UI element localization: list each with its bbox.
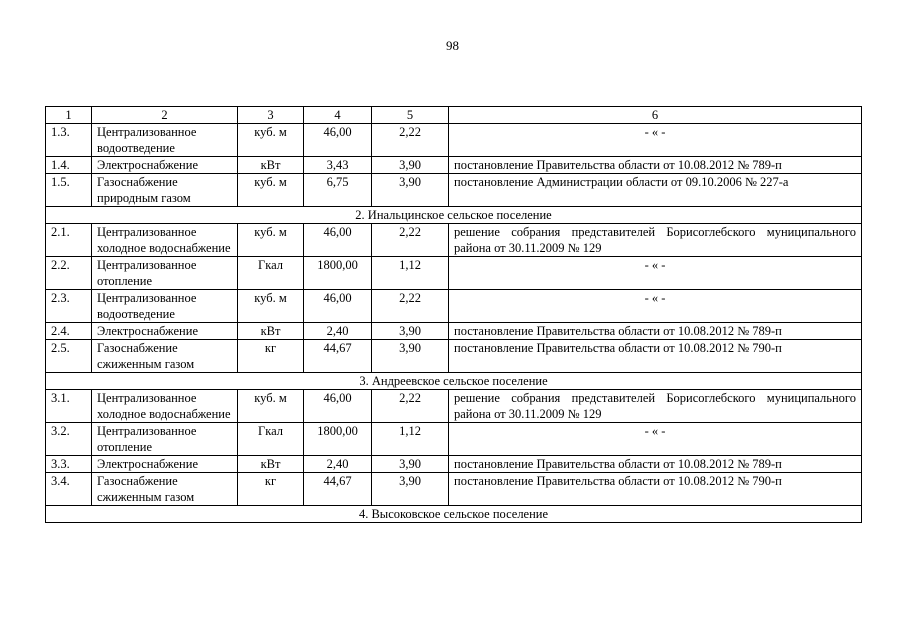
col-header-4: 4: [304, 107, 372, 124]
row-number-cell: 3.4.: [46, 473, 92, 506]
col-header-6: 6: [449, 107, 862, 124]
volume-cell: 1800,00: [304, 257, 372, 290]
volume-cell: 44,67: [304, 473, 372, 506]
tariff-table: [45, 106, 862, 523]
tariff-cell: 1,12: [372, 423, 449, 456]
service-cell: Централизованное водоотведение: [92, 290, 238, 323]
unit-cell: кг: [238, 340, 304, 373]
tariff-cell: 3,90: [372, 323, 449, 340]
tariff-cell: 3,90: [372, 157, 449, 174]
table-row: [46, 323, 862, 340]
table-row: [46, 473, 862, 506]
col-header-3: 3: [238, 107, 304, 124]
section-title: 4. Высоковское сельское поселение: [46, 506, 862, 523]
unit-cell: куб. м: [238, 174, 304, 207]
row-number-cell: 3.2.: [46, 423, 92, 456]
service-cell: Электроснабжение: [92, 456, 238, 473]
table-row: [46, 456, 862, 473]
row-number-cell: 2.2.: [46, 257, 92, 290]
section-header-row: [46, 207, 862, 224]
unit-cell: куб. м: [238, 124, 304, 157]
table-body: [46, 124, 862, 523]
row-number-cell: 3.1.: [46, 390, 92, 423]
volume-cell: 46,00: [304, 290, 372, 323]
unit-cell: Гкал: [238, 257, 304, 290]
table-row: [46, 257, 862, 290]
volume-cell: 2,40: [304, 456, 372, 473]
table-row: [46, 290, 862, 323]
legal-basis-cell: решение собрания представителей Борисоглебского муниципального района от 30.11.2009 № 129: [449, 390, 862, 423]
section-title: 3. Андреевское сельское поселение: [46, 373, 862, 390]
tariff-cell: 3,90: [372, 174, 449, 207]
service-cell: Централизованное водоотведение: [92, 124, 238, 157]
row-number-cell: 2.3.: [46, 290, 92, 323]
unit-cell: куб. м: [238, 224, 304, 257]
page-number: 98: [446, 38, 459, 53]
row-number-cell: 2.4.: [46, 323, 92, 340]
legal-basis-cell: постановление Правительства области от 10.08.2012 № 790-п: [449, 473, 862, 506]
service-cell: Газоснабжение природным газом: [92, 174, 238, 207]
volume-cell: 1800,00: [304, 423, 372, 456]
service-cell: Централизованное холодное водоснабжение: [92, 390, 238, 423]
section-title: 2. Инальцинское сельское поселение: [46, 207, 862, 224]
unit-cell: кг: [238, 473, 304, 506]
legal-basis-cell: постановление Правительства области от 10.08.2012 № 789-п: [449, 323, 862, 340]
row-number-cell: 1.4.: [46, 157, 92, 174]
table-row: [46, 224, 862, 257]
row-number-cell: 2.1.: [46, 224, 92, 257]
col-header-2: 2: [92, 107, 238, 124]
table-row: [46, 340, 862, 373]
volume-cell: 6,75: [304, 174, 372, 207]
section-header-row: [46, 373, 862, 390]
col-header-5: 5: [372, 107, 449, 124]
service-cell: Газоснабжение сжиженным газом: [92, 340, 238, 373]
legal-basis-cell: - « -: [449, 290, 862, 323]
service-cell: Газоснабжение сжиженным газом: [92, 473, 238, 506]
service-cell: Централизованное холодное водоснабжение: [92, 224, 238, 257]
tariff-cell: 2,22: [372, 390, 449, 423]
tariff-cell: 2,22: [372, 124, 449, 157]
legal-basis-cell: постановление Администрации области от 09.10.2006 № 227-а: [449, 174, 862, 207]
legal-basis-cell: постановление Правительства области от 10.08.2012 № 790-п: [449, 340, 862, 373]
unit-cell: кВт: [238, 323, 304, 340]
tariff-cell: 2,22: [372, 224, 449, 257]
legal-basis-cell: решение собрания представителей Борисоглебского муниципального района от 30.11.2009 № 129: [449, 224, 862, 257]
section-header-row: [46, 506, 862, 523]
unit-cell: куб. м: [238, 290, 304, 323]
row-number-cell: 3.3.: [46, 456, 92, 473]
tariff-cell: 1,12: [372, 257, 449, 290]
tariff-cell: 2,22: [372, 290, 449, 323]
service-cell: Централизованное отопление: [92, 423, 238, 456]
legal-basis-cell: - « -: [449, 124, 862, 157]
table-row: [46, 174, 862, 207]
volume-cell: 46,00: [304, 124, 372, 157]
volume-cell: 2,40: [304, 323, 372, 340]
tariff-cell: 3,90: [372, 456, 449, 473]
unit-cell: кВт: [238, 157, 304, 174]
legal-basis-cell: постановление Правительства области от 10.08.2012 № 789-п: [449, 157, 862, 174]
service-cell: Централизованное отопление: [92, 257, 238, 290]
tariff-cell: 3,90: [372, 340, 449, 373]
unit-cell: Гкал: [238, 423, 304, 456]
row-number-cell: 1.3.: [46, 124, 92, 157]
service-cell: Электроснабжение: [92, 323, 238, 340]
volume-cell: 3,43: [304, 157, 372, 174]
table-row: [46, 157, 862, 174]
table-row: [46, 423, 862, 456]
service-cell: Электроснабжение: [92, 157, 238, 174]
volume-cell: 46,00: [304, 224, 372, 257]
unit-cell: кВт: [238, 456, 304, 473]
volume-cell: 44,67: [304, 340, 372, 373]
legal-basis-cell: постановление Правительства области от 10.08.2012 № 789-п: [449, 456, 862, 473]
legal-basis-cell: - « -: [449, 257, 862, 290]
row-number-cell: 2.5.: [46, 340, 92, 373]
table-row: [46, 124, 862, 157]
legal-basis-cell: - « -: [449, 423, 862, 456]
tariff-cell: 3,90: [372, 473, 449, 506]
col-header-1: 1: [46, 107, 92, 124]
volume-cell: 46,00: [304, 390, 372, 423]
table-row: [46, 390, 862, 423]
table-header-row: [46, 107, 862, 124]
unit-cell: куб. м: [238, 390, 304, 423]
row-number-cell: 1.5.: [46, 174, 92, 207]
